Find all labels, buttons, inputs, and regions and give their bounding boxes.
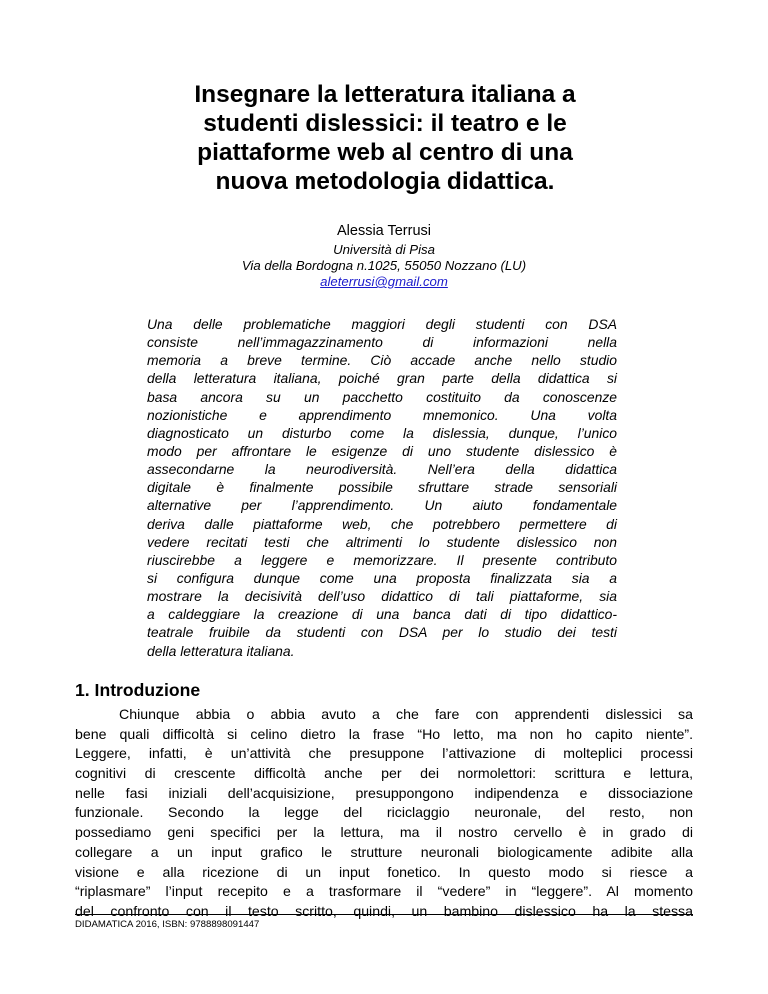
body-line: del confronto con il testo scritto, quindi, un bambino dislessico ha la stessa [75,902,693,919]
body-line: collegare a un input grafico le strutture neuronali biologicamente adibite alla [75,843,693,860]
abstract [147,315,617,660]
title-line: Insegnare la letteratura italiana a [194,81,576,108]
abstract-line: Una delle problematiche maggiori degli studenti con DSA [147,316,617,332]
section-body [75,705,693,922]
author-address: Via della Bordogna n.1025, 55050 Nozzano (LU) [241,258,527,273]
section-heading: 1. Introduzione [75,680,201,700]
footer-divider [75,914,693,915]
footer-citation: DIDAMATICA 2016, ISBN: 9788898091447 [75,919,260,930]
body-line: nelle fasi iniziali dell’acquisizione, presuppongono indipendenza e dissociazione [75,784,693,801]
abstract-line: della letteratura italiana. [147,642,295,659]
author-name: Alessia Terrusi [336,223,432,239]
abstract-line: a caldeggiare la creazione di una banca dati di tipo didattico- [147,606,617,623]
body-line: bene quali difficoltà si celino dietro la frase “Ho letto, ma non ho capito niente”. [75,725,693,742]
body-line: cognitivi di crescente difficoltà anche per dei normolettori: scrittura e lettura, [75,765,693,782]
abstract-line: nozionistiche e apprendimento mnemonico. Una volta [147,406,617,423]
abstract-line: diagnosticato un disturbo come la dislessia, dunque, l’unico [147,424,617,441]
title-line: studenti dislessici: il teatro e le [203,110,567,137]
body-line: visione e alla ricezione di un input fonetico. In questo modo si riesce a [75,863,693,880]
abstract-line: deriva dalle piattaforme web, che potrebbero permettere di [147,515,617,532]
abstract-line: alternative per l’apprendimento. Un aiuto fondamentale [147,497,617,514]
body-line: Leggere, infatti, è un’attività che presuppone l’attivazione di molteplici processi [75,745,693,762]
abstract-line: consiste nell’immagazzinamento di informazioni nella [147,334,617,351]
author-email-link[interactable]: aleterrusi@gmail.com [320,274,448,289]
paper-title [150,80,620,196]
body-line: “riplasmare” l’input recepito e a trasformare il “vedere” in “leggere”. Al momento [75,883,693,900]
abstract-line: memoria a breve termine. Ciò accade anche nello studio [147,352,617,369]
abstract-line: della letteratura italiana, poiché gran parte della didattica si [147,370,617,387]
abstract-line: basa ancora su un pacchetto costituito da conoscenze [147,388,617,405]
author-affiliation: Università di Pisa [333,242,435,257]
title-line: nuova metodologia didattica. [215,168,555,195]
body-line: funzionale. Secondo la legge del riciclaggio neuronale, del resto, non [75,804,693,821]
title-line: piattaforme web al centro di una [197,139,573,166]
abstract-line: teatrale fruibile da studenti con DSA per lo studio dei testi [147,624,617,641]
abstract-line: modo per affrontare le esigenze di uno studente dislessico è [147,442,617,459]
abstract-line: mostrare la decisività dell’uso didattico di tali piattaforme, sia [147,588,617,605]
abstract-line: digitale è finalmente possibile sfruttare strade sensoriali [147,479,617,496]
body-line: Chiunque abbia o abbia avuto a che fare con apprendenti dislessici sa [119,706,693,722]
abstract-line: riuscirebbe a leggere e memorizzare. Il presente contributo [147,551,617,568]
abstract-line: vedere recitati testi che altrimenti lo studente dislessico non [147,533,617,550]
body-line: possediamo geni specifici per la lettura, ma il nostro cervello è in grado di [75,824,693,841]
abstract-line: assecondarne la neurodiversità. Nell’era della didattica [147,461,617,478]
abstract-line: si configura dunque come una proposta finalizzata sia a [147,569,617,586]
